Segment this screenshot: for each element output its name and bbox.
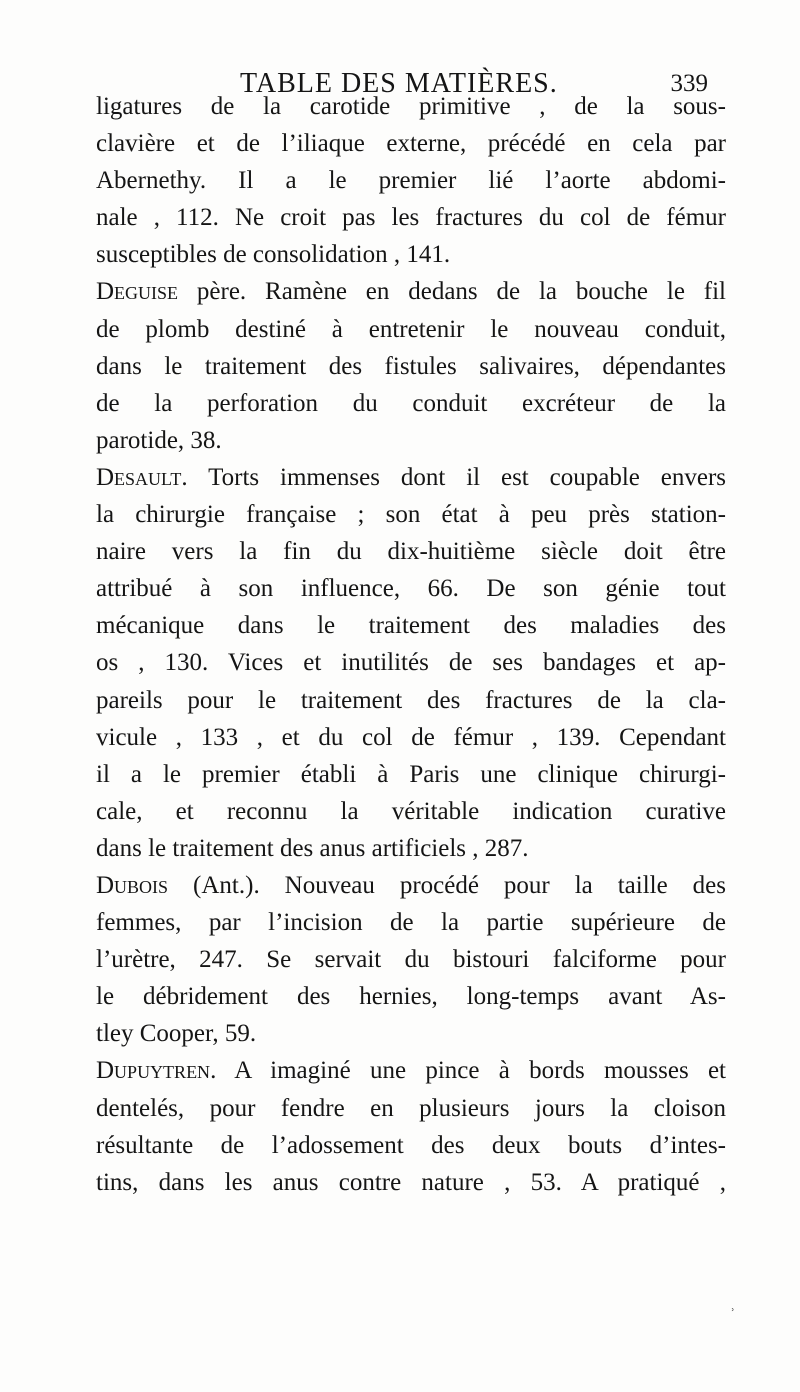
entry-name: Dubois <box>96 871 169 899</box>
page-number: 339 <box>670 70 708 97</box>
text-line: vicule , 133 , et du col de fémur , 139. Cependant <box>96 723 726 751</box>
text-line: l’urètre, 247. Se servait du bistouri falciforme pour <box>96 946 726 974</box>
text-line: le débridement des hernies, long-temps avant As- <box>96 983 726 1011</box>
entry-name: Dupuytren <box>96 1057 211 1085</box>
index-entry-continuation <box>96 88 726 273</box>
text-line: parotide, 38. <box>96 426 222 454</box>
entry-first-line-text: (Ant.). Nouveau procédé pour la taille des <box>168 871 726 899</box>
text-line: mécanique dans le traitement des maladies des <box>96 612 726 640</box>
index-entry-deguise <box>96 273 726 458</box>
text-line: résultante de l’adossement des deux bouts d’intes- <box>96 1131 726 1159</box>
index-text <box>96 88 726 1201</box>
entry-name: Desault <box>96 463 182 491</box>
text-line: susceptibles de consolidation , 141. <box>96 241 451 269</box>
entry-first-line-text: père. Ramène en dedans de la bouche le fil <box>178 278 726 306</box>
text-line: femmes, par l’incision de la partie supérieure de <box>96 909 726 937</box>
text-line: os , 130. Vices et inutilités de ses bandages et ap- <box>96 649 726 677</box>
text-line: dentelés, pour fendre en plusieurs jours la cloison <box>96 1094 726 1122</box>
entry-first-line-text: . A imaginé une pince à bords mousses et <box>210 1057 726 1085</box>
text-line: clavière et de l’iliaque externe, précédé en cela par <box>96 130 726 158</box>
text-line: de la perforation du conduit excréteur de la <box>96 389 726 417</box>
text-line: de plomb destiné à entretenir le nouveau conduit, <box>96 315 726 343</box>
running-title: TABLE DES MATIÈRES. <box>240 68 558 99</box>
entry-first-line <box>96 273 726 310</box>
text-line: dans le traitement des anus artificiels , 287. <box>96 834 529 862</box>
entry-first-line <box>96 867 726 904</box>
text-line: pareils pour le traitement des fractures de la cla- <box>96 686 726 714</box>
text-line: Abernethy. Il a le premier lié l’aorte abdomi- <box>96 167 726 195</box>
text-line: il a le premier établi à Paris une clinique chirurgi- <box>96 760 726 788</box>
index-entry-desault <box>96 459 726 867</box>
entry-name: Deguise <box>96 278 179 306</box>
text-line: naire vers la fin du dix-huitième siècle doit être <box>96 538 726 566</box>
index-entry-dubois <box>96 867 726 1052</box>
text-line: cale, et reconnu la véritable indication curative <box>96 797 726 825</box>
text-line: attribué à son influence, 66. De son génie tout <box>96 575 726 603</box>
page-mark: ˒ <box>730 1299 736 1316</box>
entry-first-line <box>96 459 726 496</box>
text-line: dans le traitement des fistules salivaires, dépendantes <box>96 352 726 380</box>
text-line: tley Cooper, 59. <box>96 1020 257 1048</box>
page-header <box>0 40 800 99</box>
text-line: ligatures de la carotide primitive , de la sous- <box>96 93 726 120</box>
entry-first-line-text: . Torts immenses dont il est coupable envers <box>181 463 726 491</box>
index-entry-dupuytren <box>96 1052 726 1200</box>
text-line: la chirurgie française ; son état à peu près station- <box>96 501 726 529</box>
text-line: nale , 112. Ne croit pas les fractures du col de fémur <box>96 204 726 232</box>
entry-first-line <box>96 1052 726 1089</box>
text-line: tins, dans les anus contre nature , 53. A pratiqué , <box>96 1168 726 1196</box>
